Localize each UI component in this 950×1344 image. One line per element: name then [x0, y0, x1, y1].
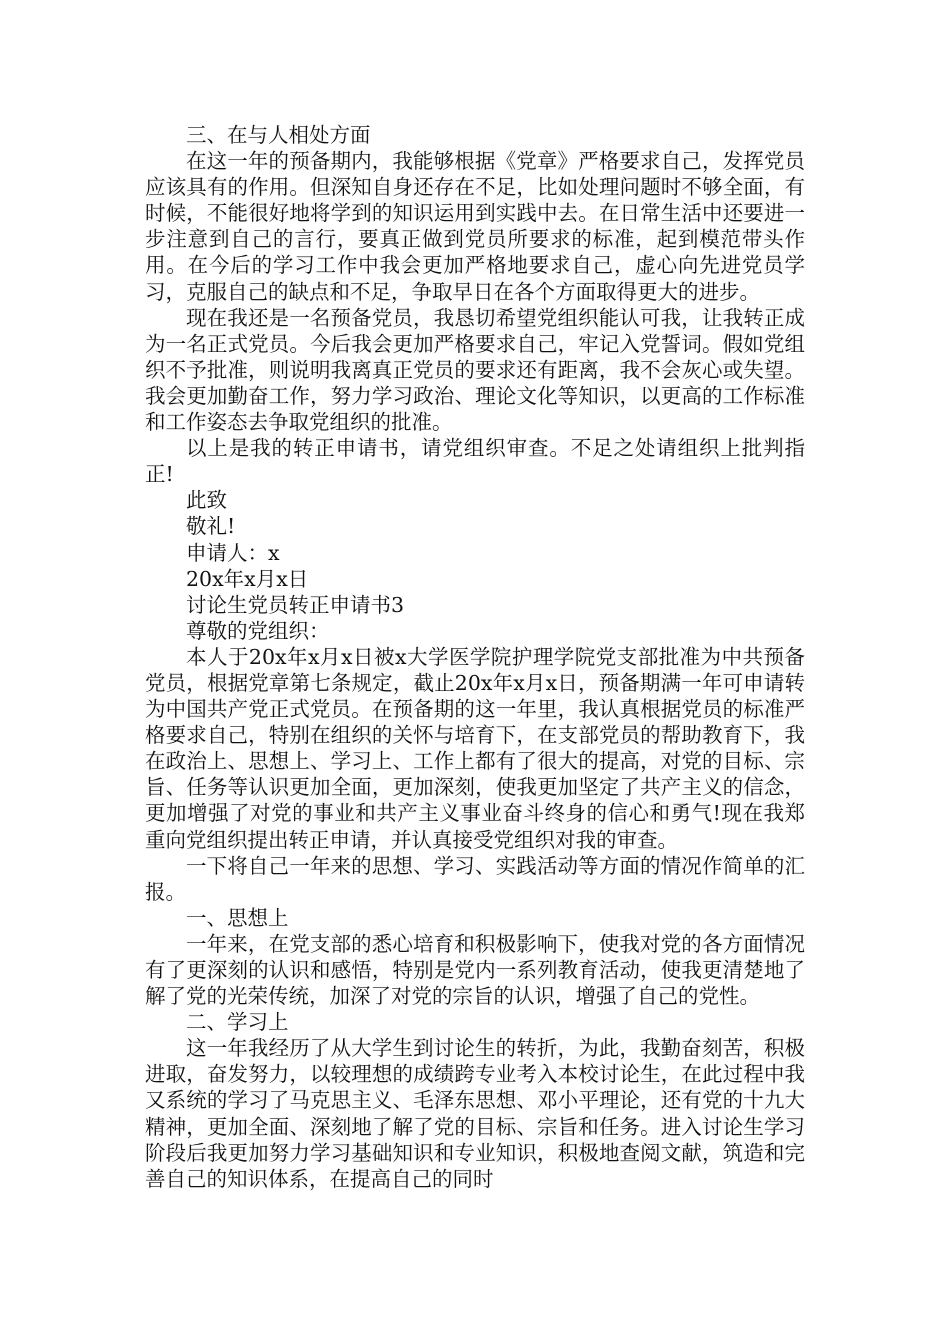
- paragraph-introduction: 本人于20x年x月x日被x大学医学院护理学院党支部批准为中共预备党员，根据党章第七条规定，截止20x年x月x日，预备期满一年可申请转为中国共产党正式党员。在预备期的这一年里，我认真根据党员的标准严格要求自己，特别在组织的关怀与培育下，在支部党员的帮助教育下，我在政治上、思想上、学习上、工作上都有了很大的提高，对党的目标、宗旨、任务等认识更加全面，更加深刻，使我更加坚定了共产主义的信念，更加增强了对党的事业和共产主义事业奋斗终身的信心和勇气!现在我郑重向党组织提出转正申请，并认真接受党组织对我的审查。: [145, 644, 805, 852]
- paragraph-study: 这一年我经历了从大学生到讨论生的转折，为此，我勤奋刻苦，积极进取，奋发努力，以较理想的成绩跨专业考入本校讨论生，在此过程中我又系统的学习了马克思主义、毛泽东思想、邓小平理论，还有党的十九大精神，更加全面、深刻地了解了党的目标、宗旨和任务。进入讨论生学习阶段后我更加努力学习基础知识和专业知识，积极地查阅文献，筑造和完善自己的知识体系，在提高自己的同时: [145, 1036, 805, 1191]
- salutation-cizhi: 此致: [186, 488, 227, 513]
- section-heading-thought: 一、思想上: [186, 905, 289, 930]
- paragraph-probation-reflection: 在这一年的预备期内，我能够根据《党章》严格要求自己，发挥党员应该具有的作用。但深知自身还存在不足，比如处理问题时不够全面，有时候，不能很好地将学到的知识运用到实践中去。在日常生活中还要进一步注意到自己的言行，要真正做到党员所要求的标准，起到模范带头作用。在今后的学习工作中我会更加严格地要求自己，虚心向先进党员学习，克服自己的缺点和不足，争取早日在各个方面取得更大的进步。: [145, 149, 805, 304]
- applicant-line: 申请人：x: [186, 540, 280, 565]
- section-heading-interpersonal: 三、在与人相处方面: [186, 123, 371, 147]
- section-heading-study: 二、学习上: [186, 1010, 289, 1035]
- letter-title: 讨论生党员转正申请书3: [186, 592, 405, 617]
- paragraph-report-intro: 一下将自己一年来的思想、学习、实践活动等方面的情况作简单的汇报。: [145, 853, 805, 904]
- paragraph-closing-request: 以上是我的转正申请书，请党组织审查。不足之处请组织上批判指正!: [145, 436, 805, 487]
- paragraph-thought: 一年来，在党支部的悉心培育和积极影响下，使我对党的各方面情况有了更深刻的认识和感悟，特别是党内一系列教育活动，使我更清楚地了解了党的光荣传统，加深了对党的宗旨的认识，增强了自己的党性。: [145, 931, 805, 1009]
- salutation-jingli: 敬礼!: [186, 514, 236, 539]
- letter-greeting: 尊敬的党组织：: [186, 618, 330, 643]
- date-line: 20x年x月x日: [186, 566, 309, 591]
- paragraph-request-approval: 现在我还是一名预备党员，我恳切希望党组织能认可我，让我转正成为一名正式党员。今后我会更加严格要求自己，牢记入党誓词。假如党组织不予批准，则说明我离真正党员的要求还有距离，我不会灰心或失望。我会更加勤奋工作，努力学习政治、理论文化等知识，以更高的工作标准和工作姿态去争取党组织的批准。: [145, 305, 805, 435]
- document-page: [145, 122, 805, 1192]
